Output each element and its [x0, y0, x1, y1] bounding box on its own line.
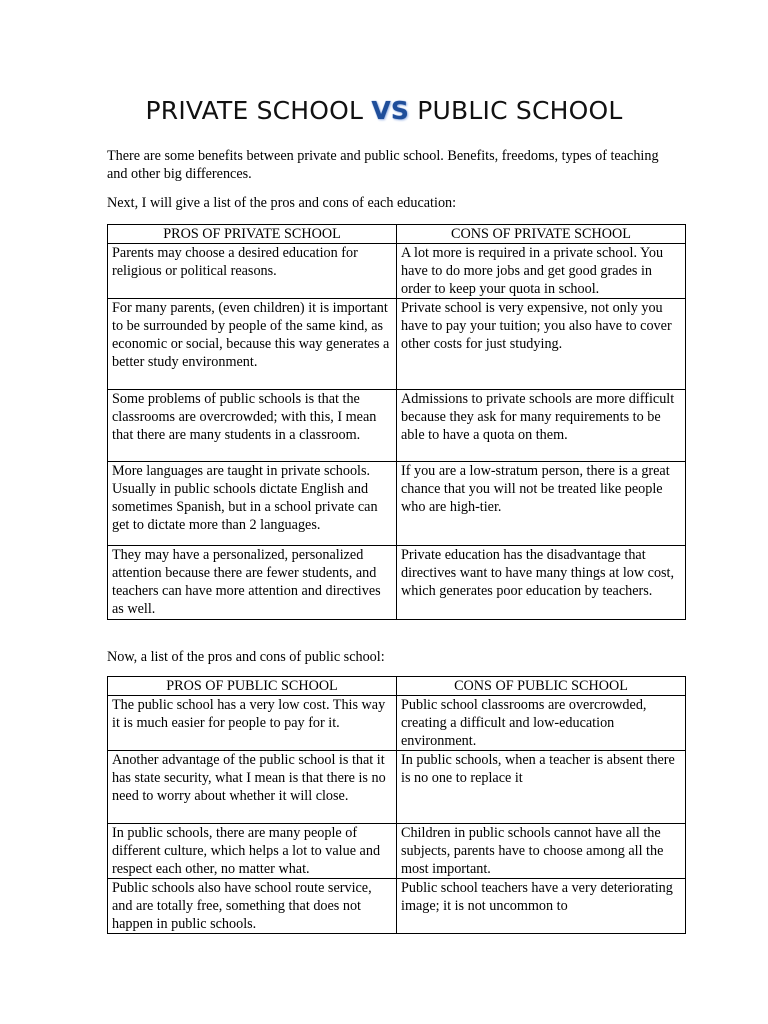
- table-row: [108, 696, 686, 751]
- title-left: PRIVATE SCHOOL: [145, 96, 372, 125]
- public-cons-header: CONS OF PUBLIC SCHOOL: [397, 677, 686, 696]
- table-header-row: [108, 677, 686, 696]
- private-pro-cell: More languages are taught in private schools. Usually in public schools dictate English and sometimes Spanish, but in a school private can get to dictate more than 2 languages.: [108, 462, 397, 546]
- public-pro-cell: Another advantage of the public school is that it has state security, what I mean is that there is no need to worry about whether it will close.: [108, 751, 397, 824]
- private-cons-header: CONS OF PRIVATE SCHOOL: [397, 225, 686, 244]
- table-row: [108, 299, 686, 390]
- public-pros-header: PROS OF PUBLIC SCHOOL: [108, 677, 397, 696]
- table-row: [108, 244, 686, 299]
- title-right: PUBLIC SCHOOL: [409, 96, 623, 125]
- public-pro-cell: In public schools, there are many people of different culture, which helps a lot to value and respect each other, no matter what.: [108, 824, 397, 879]
- public-school-table: [107, 676, 686, 934]
- intro-paragraph: There are some benefits between private and public school. Benefits, freedoms, types of teaching and other big differences.: [107, 148, 659, 182]
- public-con-cell: Public school teachers have a very deteriorating image; it is not uncommon to: [397, 879, 686, 934]
- private-con-cell: Admissions to private schools are more difficult because they ask for many requirements to be able to have a quota on them.: [397, 390, 686, 462]
- table-row: [108, 824, 686, 879]
- private-intro-paragraph: Next, I will give a list of the pros and cons of each education:: [107, 195, 457, 211]
- private-con-cell: Private education has the disadvantage that directives want to have many things at low cost, which generates poor education by teachers.: [397, 546, 686, 620]
- private-pro-cell: They may have a personalized, personalized attention because there are fewer students, and teachers can have more attention and directives as well.: [108, 546, 397, 620]
- private-pro-cell: Some problems of public schools is that the classrooms are overcrowded; with this, I mean that there are many students in a classroom.: [108, 390, 397, 462]
- document-title: [0, 96, 768, 125]
- table-row: [108, 879, 686, 934]
- title-vs: VS: [371, 96, 410, 125]
- private-school-table: [107, 224, 686, 620]
- public-con-cell: In public schools, when a teacher is absent there is no one to replace it: [397, 751, 686, 824]
- public-intro-paragraph: Now, a list of the pros and cons of public school:: [107, 649, 385, 665]
- private-con-cell: A lot more is required in a private school. You have to do more jobs and get good grades in order to keep your quota in school.: [397, 244, 686, 299]
- public-pro-cell: The public school has a very low cost. This way it is much easier for people to pay for it.: [108, 696, 397, 751]
- public-con-cell: Public school classrooms are overcrowded, creating a difficult and low-education environment.: [397, 696, 686, 751]
- table-row: [108, 390, 686, 462]
- private-pro-cell: For many parents, (even children) it is important to be surrounded by people of the same kind, as economic or social, because this way generates a better study environment.: [108, 299, 397, 390]
- table-row: [108, 462, 686, 546]
- table-header-row: [108, 225, 686, 244]
- table-row: [108, 751, 686, 824]
- private-con-cell: If you are a low-stratum person, there is a great chance that you will not be treated like people who are high-tier.: [397, 462, 686, 546]
- table-row: [108, 546, 686, 620]
- public-pro-cell: Public schools also have school route service, and are totally free, something that does not happen in public schools.: [108, 879, 397, 934]
- private-con-cell: Private school is very expensive, not only you have to pay your tuition; you also have to cover other costs for just studying.: [397, 299, 686, 390]
- public-con-cell: Children in public schools cannot have all the subjects, parents have to choose among all the most important.: [397, 824, 686, 879]
- private-pros-header: PROS OF PRIVATE SCHOOL: [108, 225, 397, 244]
- private-pro-cell: Parents may choose a desired education for religious or political reasons.: [108, 244, 397, 299]
